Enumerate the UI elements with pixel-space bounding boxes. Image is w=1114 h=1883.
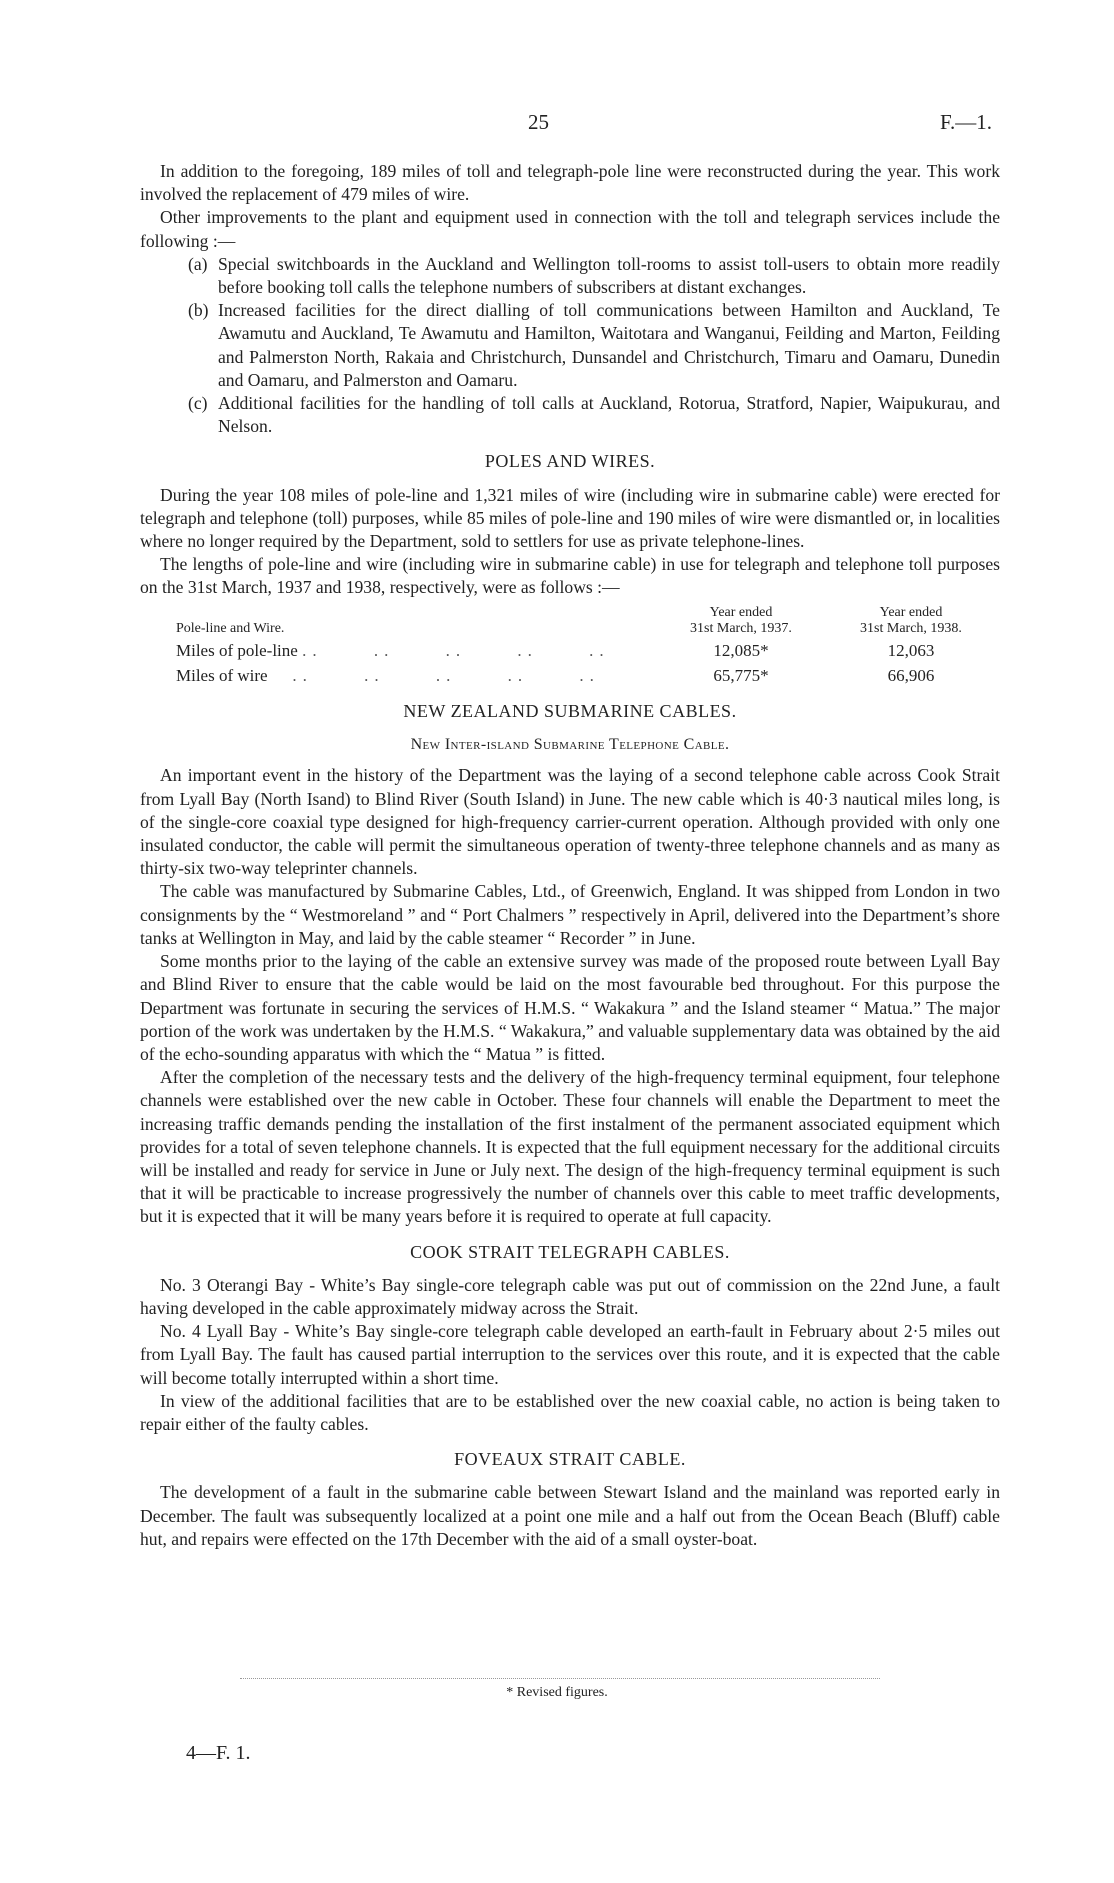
document-reference: F.—1. bbox=[940, 110, 992, 134]
row-label-cell bbox=[176, 663, 656, 688]
document-body bbox=[140, 160, 1000, 1551]
row-label: Miles of wire bbox=[176, 665, 268, 685]
paragraph: In addition to the foregoing, 189 miles of toll and telegraph-pole line were reconstructed during the year. This work involved the replacement of 479 miles of wire. bbox=[140, 161, 1000, 205]
section-heading-poles: POLES AND WIRES. bbox=[484, 451, 656, 472]
paragraph: After the completion of the necessary tests and the delivery of the high-frequency terminal equipment, four telephone channels were established over the new cable in October. These four channels will enable the Department to meet the increasing traffic demands pending the installation of the first instalment of the permanent associated equipment which provides for a total of seven telephone channels. It is expected that the full equipment necessary for the additional circuits will be installed and ready for service in June or July next. The design of the high-frequency terminal equipment is such that it will be practicable to increase progressively the number of channels over this cable to meet traffic developments, but it is expected that it will be many years before it is required to operate at full capacity. bbox=[140, 1067, 1000, 1227]
signature-mark: 4—F. 1. bbox=[186, 1742, 251, 1764]
row-label-cell bbox=[176, 638, 656, 663]
improvements-list bbox=[140, 253, 1000, 439]
paragraph: An important event in the history of the Department was the laying of a second telephone cable across Cook Strait from Lyall Bay (North Isand) to Blind River (South Island) in June. The new cable which is 40·3 nautical miles long, is of the single-core coaxial type designed for high-frequency carrier-current operation. Although provided with only one insulated conductor, the cable will permit the simultaneous operation of twenty-three telephone channels and as many as thirty-six two-way teleprinter channels. bbox=[140, 765, 1000, 879]
paragraph: The development of a fault in the submarine cable between Stewart Island and the mainland was reported early in December. The fault was subsequently localized at a point one mile and a half out from the Ocean Beach (Bluff) cable hut, and repairs were effected on the 17th December with the aid of a small oyster-boat. bbox=[140, 1482, 1000, 1549]
value-1938: 12,063 bbox=[887, 640, 935, 660]
value-1938: 66,906 bbox=[887, 665, 935, 685]
column-header-1937 bbox=[656, 604, 826, 638]
list-item-label: (c) bbox=[188, 393, 208, 414]
list-item bbox=[188, 392, 1000, 438]
paragraph: No. 3 Oterangi Bay - White’s Bay single-core telegraph cable was put out of commission on the 22nd June, a fault having developed in the cable approximately midway across the Strait. bbox=[140, 1274, 1000, 1318]
section-heading-foveaux: FOVEAUX STRAIT CABLE. bbox=[454, 1449, 686, 1470]
column-header-line: 31st March, 1938. bbox=[860, 620, 962, 636]
list-item-text: Special switchboards in the Auckland and Wellington toll-rooms to assist toll-users to obtain more readily before booking toll calls the telephone numbers of subscribers at distant exchanges. bbox=[218, 253, 1000, 298]
paragraph: In view of the additional facilities that are to be established over the new coaxial cable, no action is being taken to repair either of the faulty cables. bbox=[140, 1390, 1000, 1434]
list-item-label: (b) bbox=[188, 300, 209, 321]
leader-dots: .. .. .. .. .. bbox=[302, 640, 610, 660]
paragraph: Some months prior to the laying of the cable an extensive survey was made of the proposed route between Lyall Bay and Blind River to ensure that the cable would be laid on the most favourable bed throughout. For this purpose the Department was fortunate in securing the services of H.M.S. “ Wakakura ” and the Island steamer “ Matua.” The major portion of the work was undertaken by the H.M.S. “ Wakakura,” and valuable supplementary data was obtained by the aid of the echo-sounding apparatus with which the “ Matua ” is fitted. bbox=[140, 951, 1000, 1064]
table-row bbox=[176, 638, 996, 663]
footnote: * Revised figures. bbox=[506, 1685, 608, 1700]
paragraph: During the year 108 miles of pole-line and 1,321 miles of wire (including wire in submarine cable) were erected for telegraph and telephone (toll) purposes, while 85 miles of pole-line and 190 miles of wire were dismantled or, in localities where no longer required by the Department, sold to settlers for use as private telephone-lines. bbox=[140, 484, 1000, 552]
list-item-text: Additional facilities for the handling of toll calls at Auckland, Rotorua, Stratford, Napier, Waipukurau, and Nelson. bbox=[218, 393, 1000, 437]
table-row bbox=[176, 663, 996, 688]
column-header-line: Year ended bbox=[879, 604, 943, 620]
list-item-text: Increased facilities for the direct dialling of toll communications between Hamilton and Auckland, Te Awamutu and Auckland, Te Awamutu and Hamilton, Waitotara and Wanganui, Feilding and Marton, Feilding and Palmerston North, Rakaia and Christchurch, Dunsandel and Christchurch, Timaru and Oamaru, Dunedin and Oamaru, and Palmerston and Oamaru. bbox=[218, 300, 1000, 390]
list-item-label: (a) bbox=[188, 253, 208, 274]
value-1937: 12,085* bbox=[713, 640, 769, 660]
column-header-1938 bbox=[826, 604, 996, 638]
page-number: 25 bbox=[528, 110, 549, 134]
column-header-line: 31st March, 1937. bbox=[690, 620, 792, 636]
list-item bbox=[188, 299, 1000, 392]
table-header-row bbox=[176, 604, 996, 638]
leader-dots: .. .. .. .. .. bbox=[271, 665, 600, 685]
pole-wire-table bbox=[176, 604, 996, 688]
paragraph: The cable was manufactured by Submarine Cables, Ltd., of Greenwich, England. It was shipped from London in two consignments by the “ Westmoreland ” and “ Port Chalmers ” respectively in April, delivered into the Department’s shore tanks at Wellington in May, and laid by the cable steamer “ Recorder ” in June. bbox=[140, 881, 1000, 948]
section-heading-nz-cables: NEW ZEALAND SUBMARINE CABLES. bbox=[403, 701, 737, 722]
paragraph: Other improvements to the plant and equipment used in connection with the toll and telegraph services include the following :— bbox=[140, 207, 1000, 251]
section-heading-cook-strait: COOK STRAIT TELEGRAPH CABLES. bbox=[410, 1241, 730, 1262]
value-1937: 65,775* bbox=[713, 665, 769, 685]
paragraph: No. 4 Lyall Bay - White’s Bay single-core telegraph cable developed an earth-fault in February about 2·5 miles out from Lyall Bay. The fault has caused partial interruption to the services over this route, and it is expected that the cable will become totally interrupted within a short time. bbox=[140, 1321, 1000, 1388]
column-header-item: Pole-line and Wire. bbox=[176, 620, 285, 636]
row-label: Miles of pole-line bbox=[176, 640, 298, 660]
list-item bbox=[188, 253, 1000, 299]
subsection-heading: New Inter-island Submarine Telephone Cable. bbox=[410, 736, 730, 754]
column-header-line: Year ended bbox=[709, 604, 773, 620]
paragraph: The lengths of pole-line and wire (including wire in submarine cable) in use for telegraph and telephone toll purposes on the 31st March, 1937 and 1938, respectively, were as follows :— bbox=[140, 554, 1000, 598]
footnote-divider bbox=[240, 1678, 880, 1679]
